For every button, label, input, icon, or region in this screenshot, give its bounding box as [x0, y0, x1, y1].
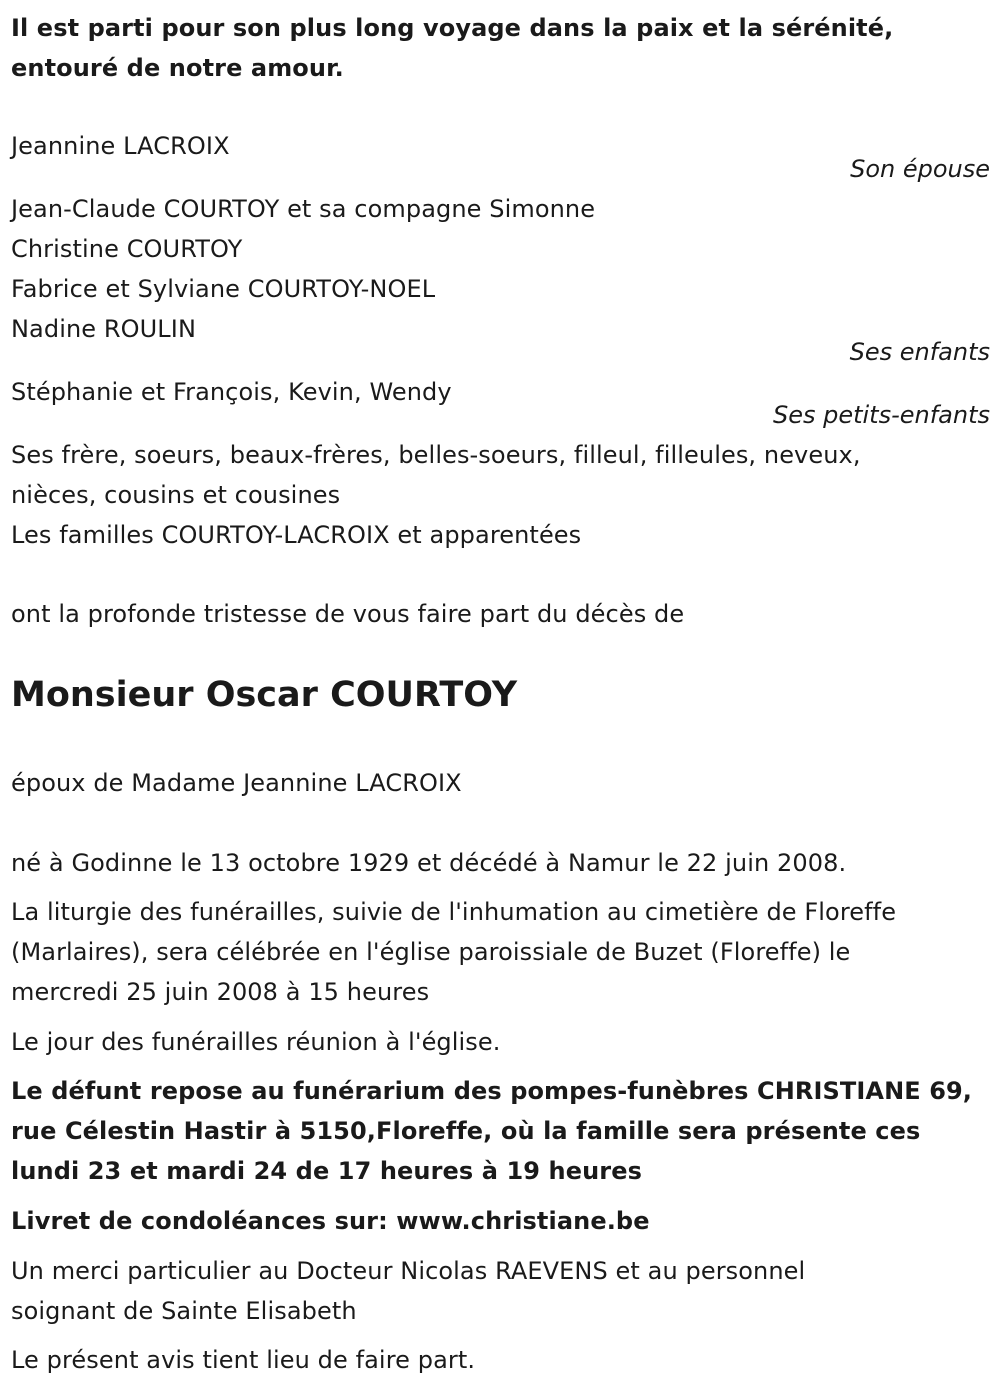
child-name-3: Fabrice et Sylviane COURTOY-NOEL — [11, 275, 436, 303]
intro-line-1: Il est parti pour son plus long voyage dans la paix et la sérénité, — [11, 14, 894, 42]
thanks-line-2: soignant de Sainte Elisabeth — [11, 1297, 357, 1325]
grandchildren-role: Ses petits-enfants — [772, 401, 990, 429]
family-line-2: nièces, cousins et cousines — [11, 481, 341, 509]
meeting: Le jour des funérailles réunion à l'église. — [11, 1028, 501, 1056]
spouse-role: Son épouse — [850, 155, 990, 183]
spouse-of: époux de Madame Jeannine LACROIX — [11, 769, 462, 797]
repose-line-3: lundi 23 et mardi 24 de 17 heures à 19 heures — [11, 1157, 642, 1185]
children-role: Ses enfants — [849, 338, 990, 366]
thanks-line-1: Un merci particulier au Docteur Nicolas RAEVENS et au personnel — [11, 1257, 806, 1285]
child-name-4: Nadine ROULIN — [11, 315, 197, 343]
family-line-3: Les familles COURTOY-LACROIX et apparentées — [11, 521, 582, 549]
notice: Le présent avis tient lieu de faire part. — [11, 1346, 476, 1374]
family-line-1: Ses frère, soeurs, beaux-frères, belles-soeurs, filleul, filleules, neveux, — [11, 441, 861, 469]
child-name-2: Christine COURTOY — [11, 235, 243, 263]
liturgy-line-2: (Marlaires), sera célébrée en l'église paroissiale de Buzet (Floreffe) le — [11, 938, 851, 966]
birth-death: né à Godinne le 13 octobre 1929 et décédé à Namur le 22 juin 2008. — [11, 849, 847, 877]
announcement: ont la profonde tristesse de vous faire part du décès de — [11, 600, 685, 628]
grandchildren-names: Stéphanie et François, Kevin, Wendy — [11, 378, 452, 406]
repose-line-2: rue Célestin Hastir à 5150,Floreffe, où la famille sera présente ces — [11, 1117, 921, 1145]
liturgy-line-1: La liturgie des funérailles, suivie de l'inhumation au cimetière de Floreffe — [11, 898, 897, 926]
repose-line-1: Le défunt repose au funérarium des pompes-funèbres CHRISTIANE 69, — [11, 1077, 973, 1105]
liturgy-line-3: mercredi 25 juin 2008 à 15 heures — [11, 978, 430, 1006]
condolences: Livret de condoléances sur: www.christiane.be — [11, 1207, 650, 1235]
child-name-1: Jean-Claude COURTOY et sa compagne Simonne — [11, 195, 596, 223]
intro-line-2: entouré de notre amour. — [11, 54, 344, 82]
deceased-name: Monsieur Oscar COURTOY — [11, 675, 518, 715]
spouse-name: Jeannine LACROIX — [11, 132, 230, 160]
